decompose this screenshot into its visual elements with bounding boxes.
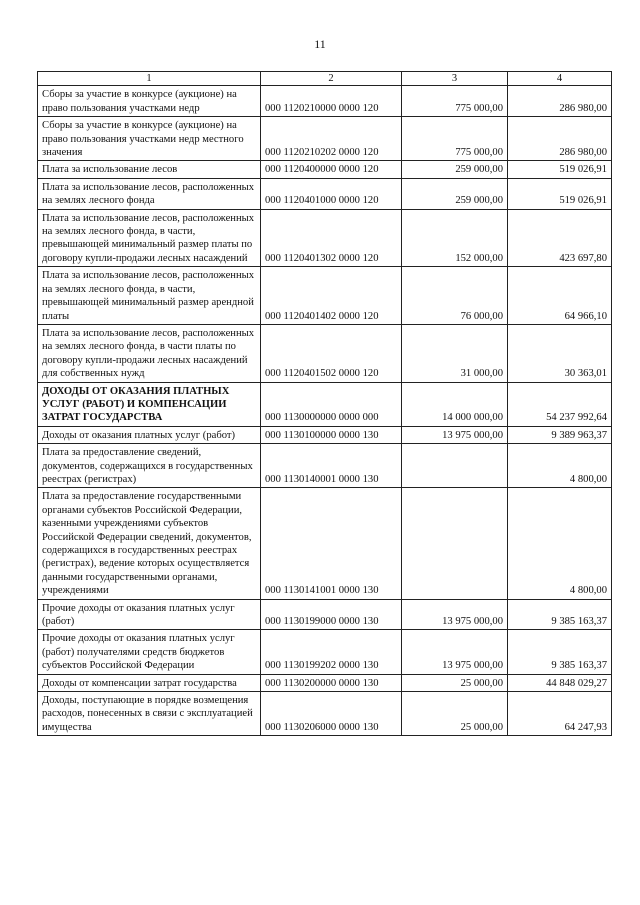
table-header-row [38, 72, 612, 86]
row-plan-value-cell: 25 000,00 [402, 674, 508, 691]
row-plan-value-cell: 152 000,00 [402, 209, 508, 267]
page-number: 11 [314, 37, 326, 51]
table-row [38, 161, 612, 178]
row-plan-value-cell: 13 975 000,00 [402, 426, 508, 443]
row-name-cell: Плата за использование лесов, расположенных на землях лесного фонда, в части платы по договору купли-продажи лесных насаждений для собственных нужд [38, 324, 261, 382]
row-name-cell: Сборы за участие в конкурсе (аукционе) на право пользования участками недр [38, 86, 261, 117]
row-actual-value-cell: 54 237 992,64 [508, 382, 612, 426]
row-plan-value-cell: 14 000 000,00 [402, 382, 508, 426]
row-code-cell: 000 1120210000 0000 120 [261, 86, 402, 117]
row-plan-value-cell: 259 000,00 [402, 178, 508, 209]
row-code-cell: 000 1130199000 0000 130 [261, 599, 402, 630]
table-row [38, 117, 612, 161]
row-actual-value-cell: 519 026,91 [508, 161, 612, 178]
row-plan-value-cell [402, 444, 508, 488]
table-row [38, 426, 612, 443]
row-code-cell: 000 1120400000 0000 120 [261, 161, 402, 178]
row-actual-value-cell: 64 966,10 [508, 267, 612, 325]
row-code-cell: 000 1120210202 0000 120 [261, 117, 402, 161]
row-plan-value-cell: 775 000,00 [402, 117, 508, 161]
row-name-cell: Прочие доходы от оказания платных услуг (работ) [38, 599, 261, 630]
table-row [38, 599, 612, 630]
row-plan-value-cell: 13 975 000,00 [402, 599, 508, 630]
row-name-cell: Сборы за участие в конкурсе (аукционе) на право пользования участками недр местного значения [38, 117, 261, 161]
table-row [38, 488, 612, 599]
row-plan-value-cell: 13 975 000,00 [402, 630, 508, 674]
row-actual-value-cell: 4 800,00 [508, 444, 612, 488]
table-row [38, 324, 612, 382]
row-code-cell: 000 1120401302 0000 120 [261, 209, 402, 267]
table-row [38, 86, 612, 117]
row-name-cell: Доходы от компенсации затрат государства [38, 674, 261, 691]
column-header: 1 [38, 72, 261, 86]
row-plan-value-cell [402, 488, 508, 599]
row-name-cell: Плата за использование лесов [38, 161, 261, 178]
row-code-cell: 000 1130206000 0000 130 [261, 692, 402, 736]
row-name-cell: Доходы от оказания платных услуг (работ) [38, 426, 261, 443]
row-actual-value-cell: 9 385 163,37 [508, 630, 612, 674]
row-code-cell: 000 1130199202 0000 130 [261, 630, 402, 674]
row-name-cell: ДОХОДЫ ОТ ОКАЗАНИЯ ПЛАТНЫХ УСЛУГ (РАБОТ) И КОМПЕНСАЦИИ ЗАТРАТ ГОСУДАРСТВА [38, 382, 261, 426]
row-name-cell: Плата за предоставление сведений, документов, содержащихся в государственных реестрах (регистрах) [38, 444, 261, 488]
row-actual-value-cell: 44 848 029,27 [508, 674, 612, 691]
row-plan-value-cell: 31 000,00 [402, 324, 508, 382]
row-name-cell: Прочие доходы от оказания платных услуг (работ) получателями средств бюджетов субъектов Российской Федерации [38, 630, 261, 674]
row-name-cell: Плата за использование лесов, расположенных на землях лесного фонда [38, 178, 261, 209]
row-name-cell: Плата за использование лесов, расположенных на землях лесного фонда, в части, превышающей минимальный размер платы по договору купли-продажи лесных насаждений [38, 209, 261, 267]
row-actual-value-cell: 4 800,00 [508, 488, 612, 599]
row-name-cell: Плата за предоставление государственными органами субъектов Российской Федерации, казенными учреждениями субъектов Российской Федерации сведений, документов, содержащихся в государственных реестрах (регистрах), ведение которых осуществляется данными государственными органами, учреждениями [38, 488, 261, 599]
row-actual-value-cell: 9 389 963,37 [508, 426, 612, 443]
row-plan-value-cell: 76 000,00 [402, 267, 508, 325]
row-name-cell: Доходы, поступающие в порядке возмещения расходов, понесенных в связи с эксплуатацией имущества [38, 692, 261, 736]
row-code-cell: 000 1120401502 0000 120 [261, 324, 402, 382]
row-actual-value-cell: 423 697,80 [508, 209, 612, 267]
row-code-cell: 000 1130141001 0000 130 [261, 488, 402, 599]
row-plan-value-cell: 259 000,00 [402, 161, 508, 178]
row-actual-value-cell: 64 247,93 [508, 692, 612, 736]
table-row [38, 209, 612, 267]
table-row [38, 444, 612, 488]
row-name-cell: Плата за использование лесов, расположенных на землях лесного фонда, в части, превышающей минимальный размер арендной платы [38, 267, 261, 325]
table-row [38, 382, 612, 426]
row-code-cell: 000 1130100000 0000 130 [261, 426, 402, 443]
row-actual-value-cell: 286 980,00 [508, 86, 612, 117]
row-actual-value-cell: 30 363,01 [508, 324, 612, 382]
row-actual-value-cell: 519 026,91 [508, 178, 612, 209]
table-row [38, 178, 612, 209]
row-actual-value-cell: 9 385 163,37 [508, 599, 612, 630]
row-code-cell: 000 1130140001 0000 130 [261, 444, 402, 488]
column-header: 2 [261, 72, 402, 86]
row-code-cell: 000 1120401000 0000 120 [261, 178, 402, 209]
row-actual-value-cell: 286 980,00 [508, 117, 612, 161]
column-header: 3 [402, 72, 508, 86]
table-row [38, 692, 612, 736]
table-row [38, 674, 612, 691]
table-row [38, 267, 612, 325]
revenue-table [37, 71, 612, 736]
row-code-cell: 000 1130000000 0000 000 [261, 382, 402, 426]
row-code-cell: 000 1120401402 0000 120 [261, 267, 402, 325]
row-plan-value-cell: 25 000,00 [402, 692, 508, 736]
table-body [38, 86, 612, 736]
row-code-cell: 000 1130200000 0000 130 [261, 674, 402, 691]
row-plan-value-cell: 775 000,00 [402, 86, 508, 117]
table-row [38, 630, 612, 674]
column-header: 4 [508, 72, 612, 86]
